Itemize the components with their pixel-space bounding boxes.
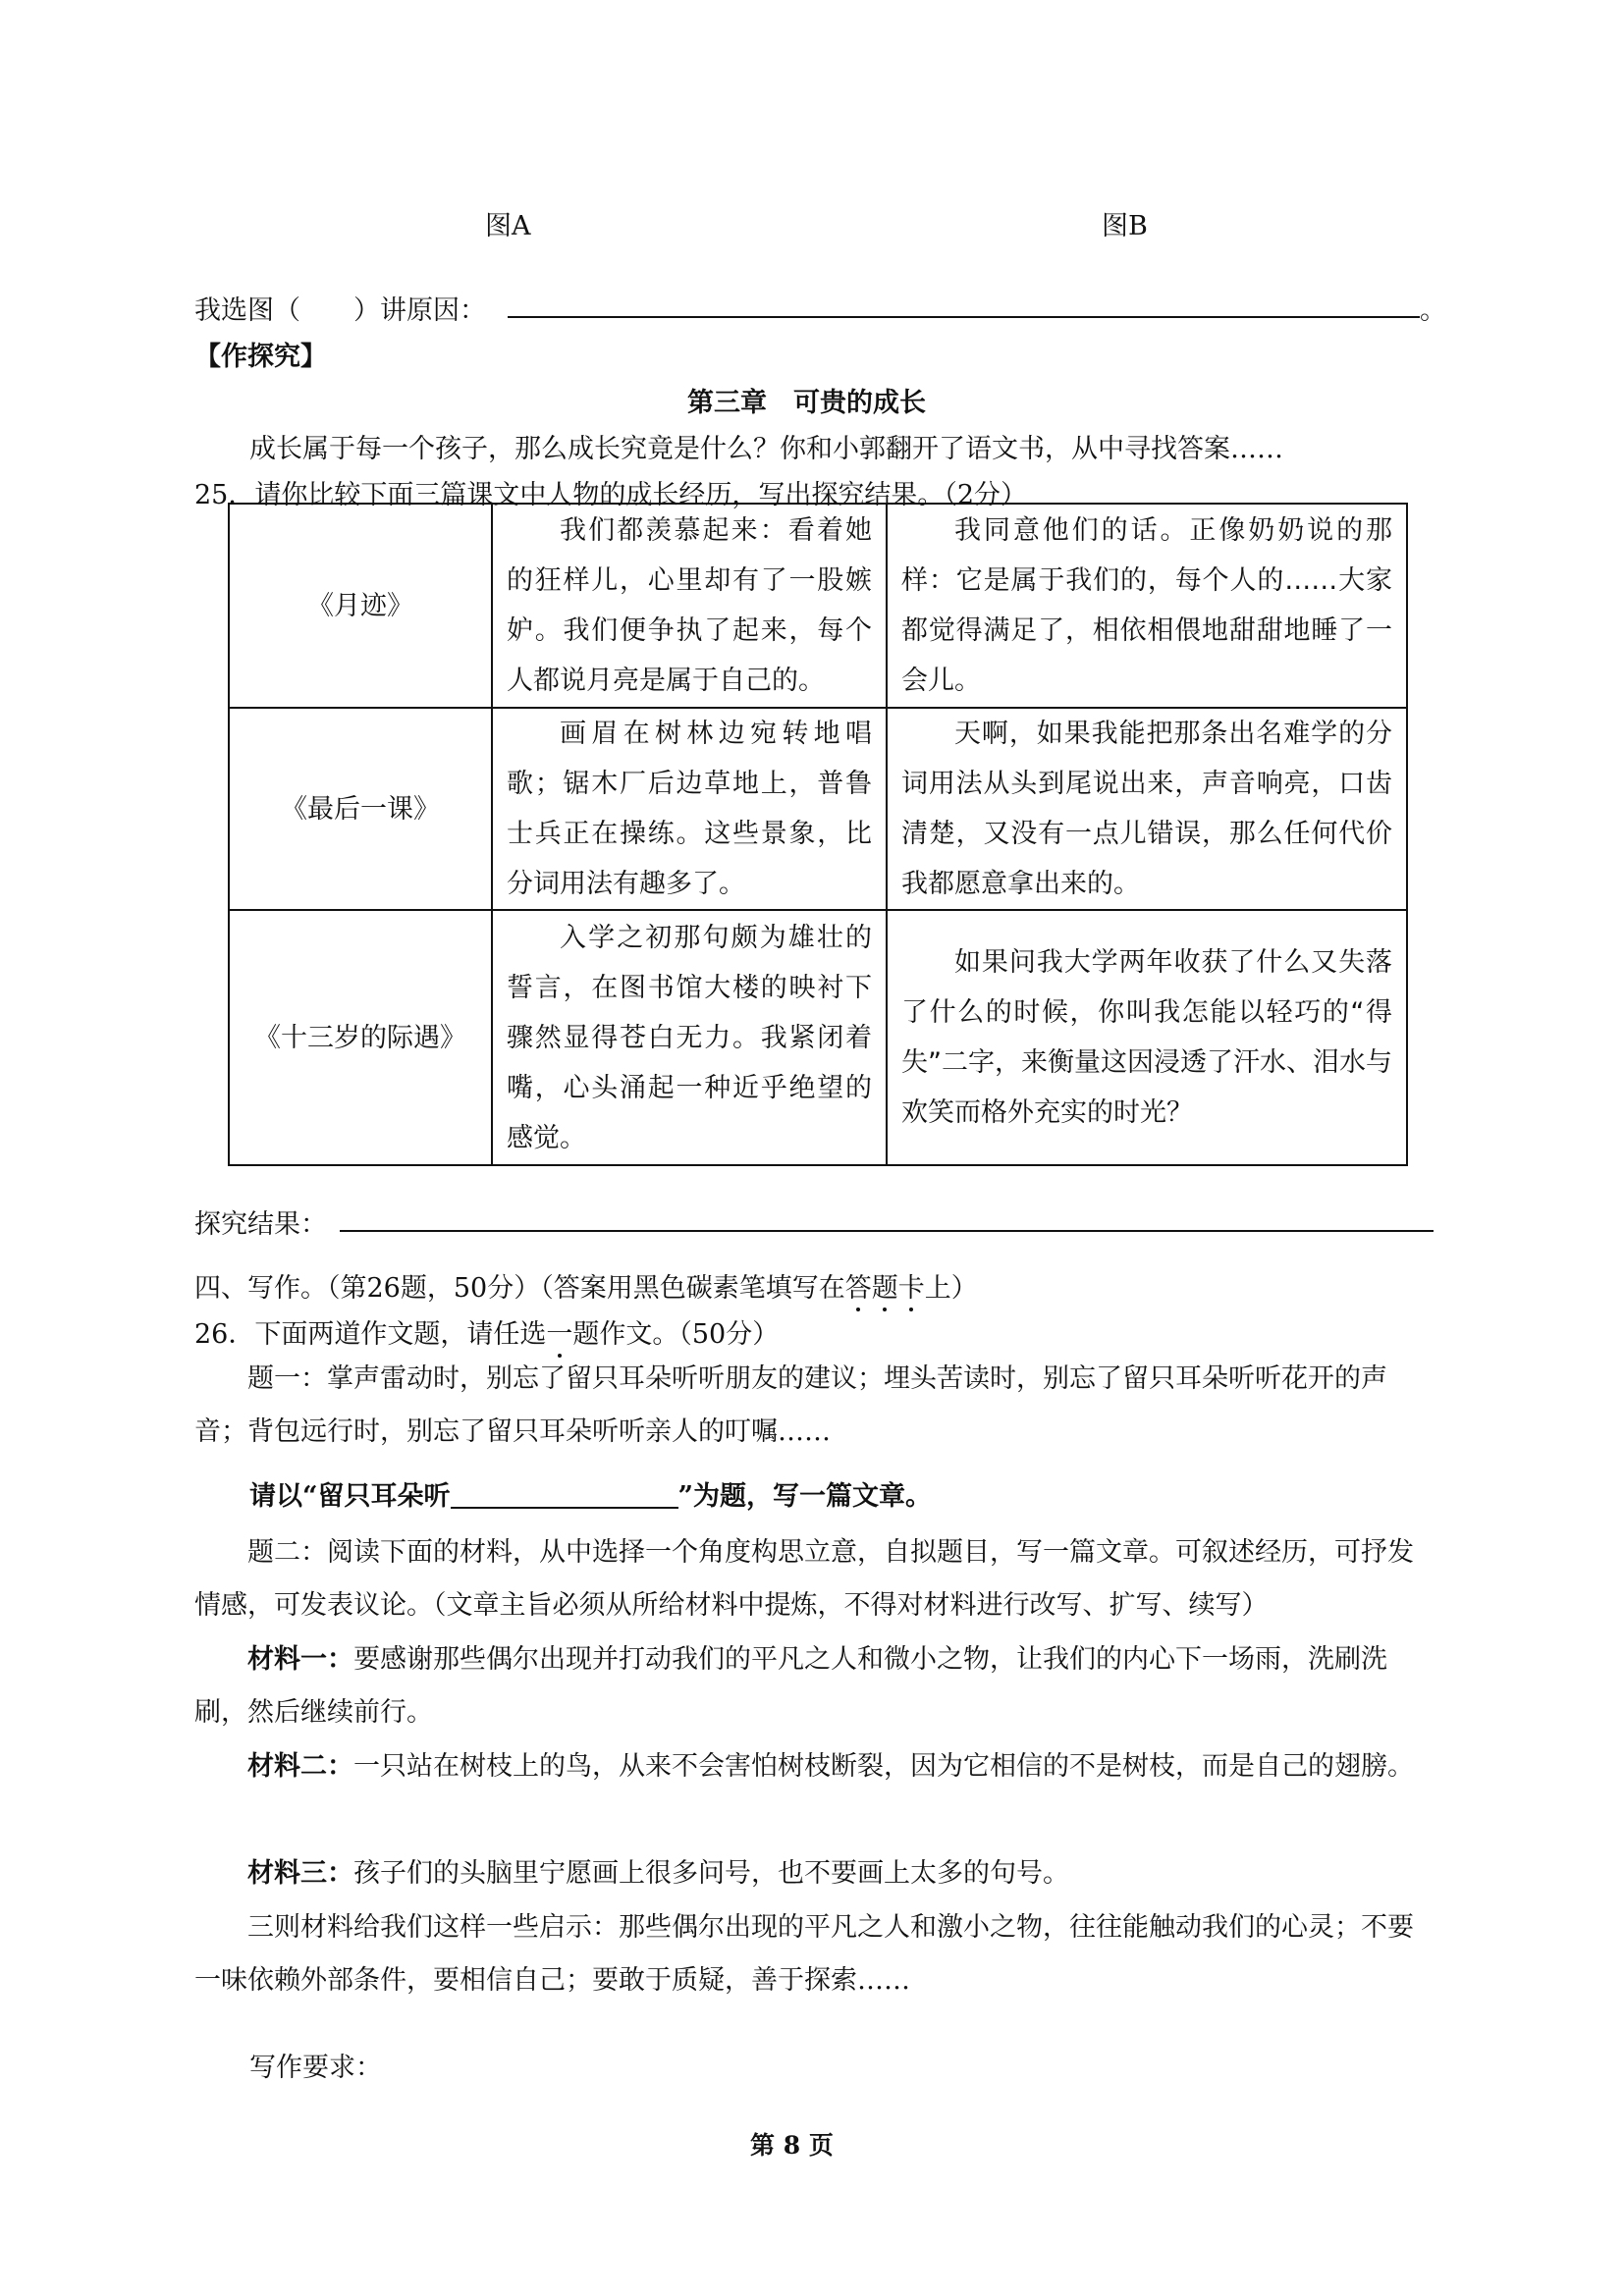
choice-period: 。 (1420, 295, 1446, 326)
page-number: 第 8 页 (750, 2131, 834, 2160)
writing-requirements: 写作要求： (249, 2053, 382, 2083)
figure-a-caption: 图A (485, 211, 531, 241)
question-25: 25．请你比较下面三篇课文中人物的成长经历，写出探究结果。（2分） (194, 480, 1028, 510)
excerpt-after: 如果问我大学两年收获了什么又失落了什么的时候，你叫我怎能以轻巧的“得失”二字，来衡量这因浸透了汗水、泪水与欢笑而格外充实的时光？ (887, 910, 1407, 1165)
section-heading: 【作探究】 (194, 342, 327, 372)
title-prompt: 请以“留只耳朵听 ”为题，写一篇文章。 (249, 1481, 933, 1512)
result-answer-line[interactable] (340, 1230, 1434, 1232)
intro-text: 成长属于每一个孩子，那么成长究竟是什么？你和小郭翻开了语文书，从中寻找答案…… (249, 434, 1283, 464)
figure-b-caption: 图B (1102, 211, 1148, 241)
excerpt-after: 天啊，如果我能把那条出名难学的分词用法从头到尾说出来，声音响亮，口齿清楚，又没有一点儿错误，那么任何代价我都愿意拿出来的。 (887, 708, 1407, 910)
excerpt-after: 我同意他们的话。正像奶奶说的那样：它是属于我们的，每个人的……大家都觉得满足了，相依相偎地甜甜地睡了一会儿。 (887, 504, 1407, 708)
excerpt-before: 画眉在树林边宛转地唱歌；锯木厂后边草地上，普鲁士兵正在操练。这些景象，比分词用法有趣多了。 (492, 708, 887, 910)
part-four-heading: 四、写作。（第26题，50分）（答案用黑色碳素笔填写在答题卡上） (194, 1273, 978, 1304)
material-one: 材料一：要感谢那些偶尔出现并打动我们的平凡之人和微小之物，让我们的内心下一场雨，洗刷洗刷，然后继续前行。 (194, 1644, 1387, 1728)
reason-answer-line[interactable] (508, 316, 1420, 318)
table-row (229, 504, 1407, 708)
topic-one: 题一：掌声雷动时，别忘了留只耳朵听听朋友的建议；埋头苦读时，别忘了留只耳朵听听花开的声音；背包远行时，别忘了留只耳朵听听亲人的叮嘱…… (194, 1363, 1387, 1447)
title-blank-line[interactable] (451, 1481, 678, 1509)
text-title: 《最后一课》 (229, 708, 492, 910)
topic-two: 题二：阅读下面的材料，从中选择一个角度构思立意，自拟题目，写一篇文章。可叙述经历，可抒发情感，可发表议论。（文章主旨必须从所给材料中提炼，不得对材料进行改写、扩写、续写） (194, 1537, 1414, 1621)
growth-comparison-table (228, 503, 1408, 1166)
material-two: 材料二：一只站在树枝上的鸟，从来不会害怕树枝断裂，因为它相信的不是树枝，而是自己的翅膀。 (247, 1751, 1414, 1782)
text-title: 《月迹》 (229, 504, 492, 708)
excerpt-before: 入学之初那句颇为雄壮的誓言，在图书馆大楼的映衬下骤然显得苍白无力。我紧闭着嘴，心头涌起一种近乎绝望的感觉。 (492, 910, 887, 1165)
figure-choice-prompt: 我选图（ ）讲原因： (194, 295, 486, 326)
material-three: 材料三：孩子们的头脑里宁愿画上很多问号，也不要画上太多的句号。 (247, 1858, 1069, 1889)
materials-summary: 三则材料给我们这样一些启示：那些偶尔出现的平凡之人和激小之物，往往能触动我们的心灵；不要一味依赖外部条件，要相信自己；要敢于质疑，善于探索…… (194, 1912, 1414, 1996)
question-26: 26．下面两道作文题，请任选一题作文。（50分） (194, 1319, 780, 1350)
table-row (229, 708, 1407, 910)
text-title: 《十三岁的际遇》 (229, 910, 492, 1165)
result-label: 探究结果： (194, 1209, 327, 1240)
excerpt-before: 我们都羡慕起来：看着她的狂样儿，心里却有了一股嫉妒。我们便争执了起来，每个人都说月亮是属于自己的。 (492, 504, 887, 708)
chapter-title: 第三章 可贵的成长 (687, 388, 926, 418)
table-row (229, 910, 1407, 1165)
